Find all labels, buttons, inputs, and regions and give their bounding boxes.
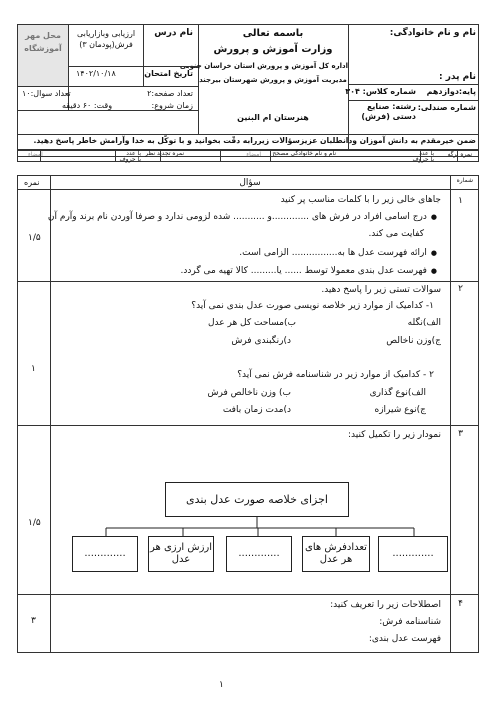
with-letters: با حروف <box>412 156 434 163</box>
diagram-child-4: ارزش ارزی هر عدل <box>148 536 214 572</box>
time-label: وقت: ۶۰ دقیقه <box>62 101 113 110</box>
q2-num: ۲ <box>458 284 463 294</box>
diagram-child-3: ............. <box>226 536 292 572</box>
head-bottom <box>17 189 479 190</box>
q3-score: ۱/۵ <box>28 518 41 528</box>
dept: اداره کل آموزش و پرورش استان خراسان جنوبی <box>179 62 348 70</box>
signature-label-2: امضاء <box>28 151 43 158</box>
q2-title: سوالات تستی زیر را پاسخ دهید. <box>321 285 441 295</box>
time-row-top <box>17 110 198 111</box>
questions-label: تعداد سوال:۱۰ <box>22 89 71 98</box>
start-label: زمان شروع: <box>151 101 193 110</box>
diagram-child-1: ............. <box>378 536 448 572</box>
q3-title: نمودار زیر را تکمیل کنید: <box>347 430 441 440</box>
field-row-top <box>348 100 479 101</box>
score-col-7 <box>40 150 41 162</box>
q2-q1-opt-c: ج)وزن ناخالص <box>386 336 441 346</box>
q2-q1: ۱- کدامیک از موارد زیر خلاصه نویسی صورت عدل بندی نمی آید؟ <box>191 301 434 311</box>
name-label: نام و نام خانوادگی: <box>389 28 476 38</box>
seal-label: محل مهر آموزشگاه <box>24 31 62 53</box>
score-col-3 <box>270 150 271 162</box>
q2-q2-opt-b: ب) وزن ناخالص فرش <box>207 388 291 398</box>
course-value: ارزیابی وبازاریابی فرش(پودمان ۳) <box>76 29 136 49</box>
col-score <box>50 175 51 653</box>
head-row: شماره <box>456 177 473 184</box>
pages-row-top <box>17 86 198 87</box>
q4-line-1: شناسنامه فرش: <box>379 617 441 627</box>
with-letters-2: با حروف <box>119 156 141 163</box>
grade-label: پایه:دوازدهم <box>426 87 476 96</box>
score-col-4 <box>220 150 221 162</box>
key-title: باسمه تعالی <box>242 28 304 39</box>
q2-q2: ۲ - کدامیک از موارد زیر در شناسنامه فرش نمی آید؟ <box>237 370 434 380</box>
school: هنرستان ام البنین <box>237 113 309 122</box>
q4-num: ۴ <box>458 599 463 609</box>
with-number-2: با عدد <box>126 150 141 157</box>
q2-score: ۱ <box>31 364 36 374</box>
field-label: رشته: صنایع دستی (فرش) <box>361 102 416 121</box>
col-num <box>450 175 451 653</box>
q2-q1-opt-a: الف)نگله <box>407 318 441 328</box>
date-label: تاریخ امتحان <box>144 69 193 78</box>
review-score-label: نمره تجدید نظر <box>145 150 184 157</box>
q1-score: ۱/۵ <box>28 233 41 243</box>
q4-title: اصطلاحات زیر را تعریف کنید: <box>330 600 441 610</box>
class-label: شماره کلاس: ۳۰۴ <box>345 87 416 96</box>
q4-top <box>17 594 479 595</box>
page-number: ۱ <box>219 680 224 690</box>
seat-label: شماره صندلی: <box>417 103 476 112</box>
diagram-root: اجزای خلاصه صورت عدل بندی <box>165 482 349 517</box>
with-number: با عدد <box>419 150 434 157</box>
q4-line-2: فهرست عدل بندی: <box>368 634 441 644</box>
q2-top <box>17 281 479 282</box>
q3-num: ۳ <box>458 429 463 439</box>
pages-label: تعداد صفحه:۲ <box>147 89 193 98</box>
signature-label: امضاء <box>246 151 261 158</box>
head-score: نمره <box>24 178 40 187</box>
date-row-top <box>68 66 198 67</box>
score-col-6 <box>115 150 116 162</box>
q2-q2-opt-c: ج)نوع شیرازه <box>374 405 426 415</box>
diagram-child-2: تعدادفرش های هر عدل <box>302 536 370 572</box>
q1-line-2: کفایت می کند. <box>368 229 424 239</box>
q2-q1-opt-b: ب)مساحت کل هر عدل <box>207 318 296 328</box>
score-col-2 <box>420 150 421 162</box>
notice-top <box>17 134 479 135</box>
q1-line-4: ● فهرست عدل بندی معمولا توسط ...... یا......... کالا تهیه می گردد. <box>181 266 437 276</box>
notice-text: ضمن خیرمقدم به دانش آموزان ودانطلبان عزیزسؤالات زیررابه دقّت بخوانید و با توکّل به خدا وآرامش خاطر پاسخ دهید. <box>33 136 476 145</box>
q2-q1-opt-d: د)رنگبندی فرش <box>231 336 291 346</box>
score-col-1 <box>457 150 458 162</box>
father-label: نام پدر : <box>439 72 476 82</box>
q2-q2-opt-d: د)مدت زمان بافت <box>222 405 291 415</box>
q1-line-3: ● ارائه فهرست عدل ها به................ الزامی است. <box>239 248 437 258</box>
date-value: ۱۴۰۲/۱۰/۱۸ <box>76 69 116 78</box>
grade-row-top <box>348 84 479 85</box>
q3-top <box>17 425 479 426</box>
score-col-5 <box>160 150 161 162</box>
ministry: وزارت آموزش و پرورش <box>213 44 333 55</box>
q4-score: ۳ <box>31 616 36 626</box>
county: مدیریت آموزش و پرورش شهرستان بیرجند <box>199 76 347 84</box>
head-question: سؤال <box>239 178 261 188</box>
examiner-label: نام و نام خانوادگی مصحح <box>272 150 336 157</box>
q1-line-1: ● درج اسامی افراد در فرش های .............و ........... شده لزومی ندارد و صرفا آوردن نام برند وآرم آن <box>48 212 437 222</box>
q1-title: جاهای خالی زیر را با کلمات مناسب پر کنید <box>280 195 441 205</box>
course-label: نام درس <box>154 28 193 38</box>
q1-num: ۱ <box>458 196 463 206</box>
final-score-label: نمره برگه <box>447 151 472 158</box>
q2-q2-opt-a: الف)نوع گذاری <box>369 388 426 398</box>
diagram-child-5: ............. <box>72 536 138 572</box>
